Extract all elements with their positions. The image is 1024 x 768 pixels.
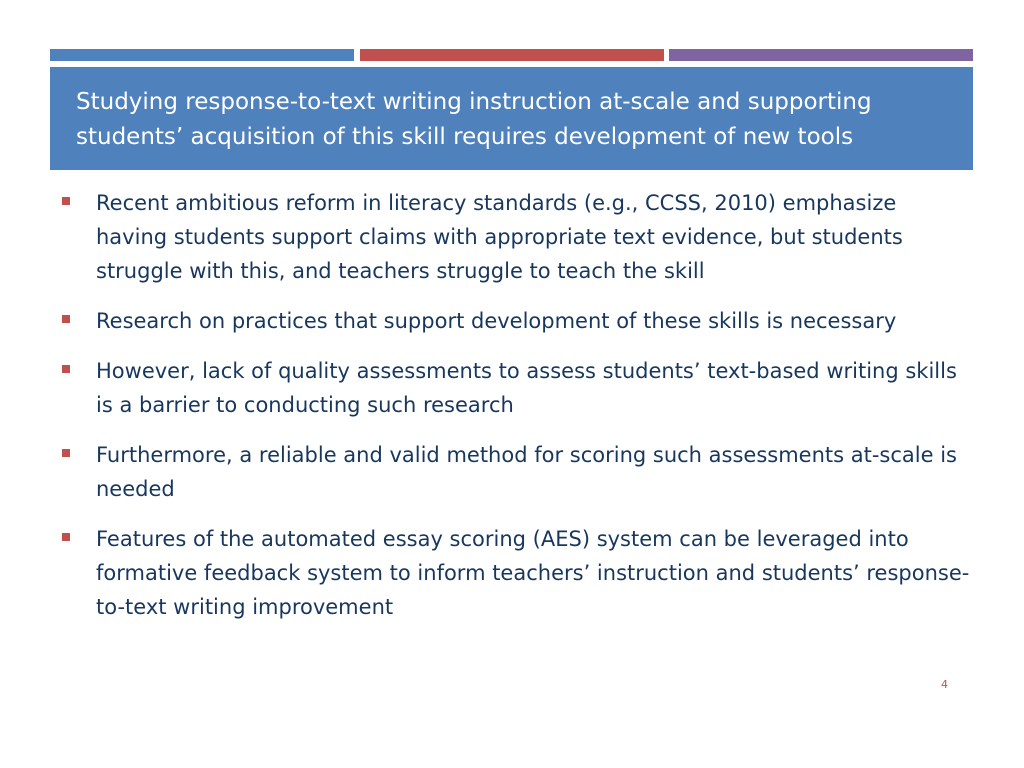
bullet-text: Recent ambitious reform in literacy standards (e.g., CCSS, 2010) emphasize having students support claims with appropriate text evidence, but students struggle with this, and teachers struggle to teach the skill <box>96 191 903 283</box>
bullet-text: Research on practices that support development of these skills is necessary <box>96 309 897 333</box>
header-stripe-blue <box>50 49 354 61</box>
slide-title: Studying response-to-text writing instruction at-scale and supporting students’ acquisition of this skill requires development of new tools <box>76 89 872 150</box>
bullet-text: However, lack of quality assessments to assess students’ text-based writing skills is a barrier to conducting such research <box>96 359 957 417</box>
bullet-item <box>62 522 972 624</box>
bullet-item <box>62 304 972 338</box>
header-stripe-red <box>360 49 664 61</box>
bullet-text: Features of the automated essay scoring (AES) system can be leveraged into formative feedback system to inform teachers’ instruction and students’ response-to-text writing improvement <box>96 527 970 619</box>
square-bullet-icon <box>62 315 70 323</box>
square-bullet-icon <box>62 533 70 541</box>
bullet-list <box>62 186 972 640</box>
title-box <box>50 67 973 170</box>
page-number: 4 <box>941 678 948 691</box>
bullet-item <box>62 438 972 506</box>
square-bullet-icon <box>62 449 70 457</box>
bullet-text: Furthermore, a reliable and valid method for scoring such assessments at-scale is needed <box>96 443 957 501</box>
square-bullet-icon <box>62 197 70 205</box>
square-bullet-icon <box>62 365 70 373</box>
header-stripe-purple <box>669 49 973 61</box>
bullet-item <box>62 186 972 288</box>
bullet-item <box>62 354 972 422</box>
